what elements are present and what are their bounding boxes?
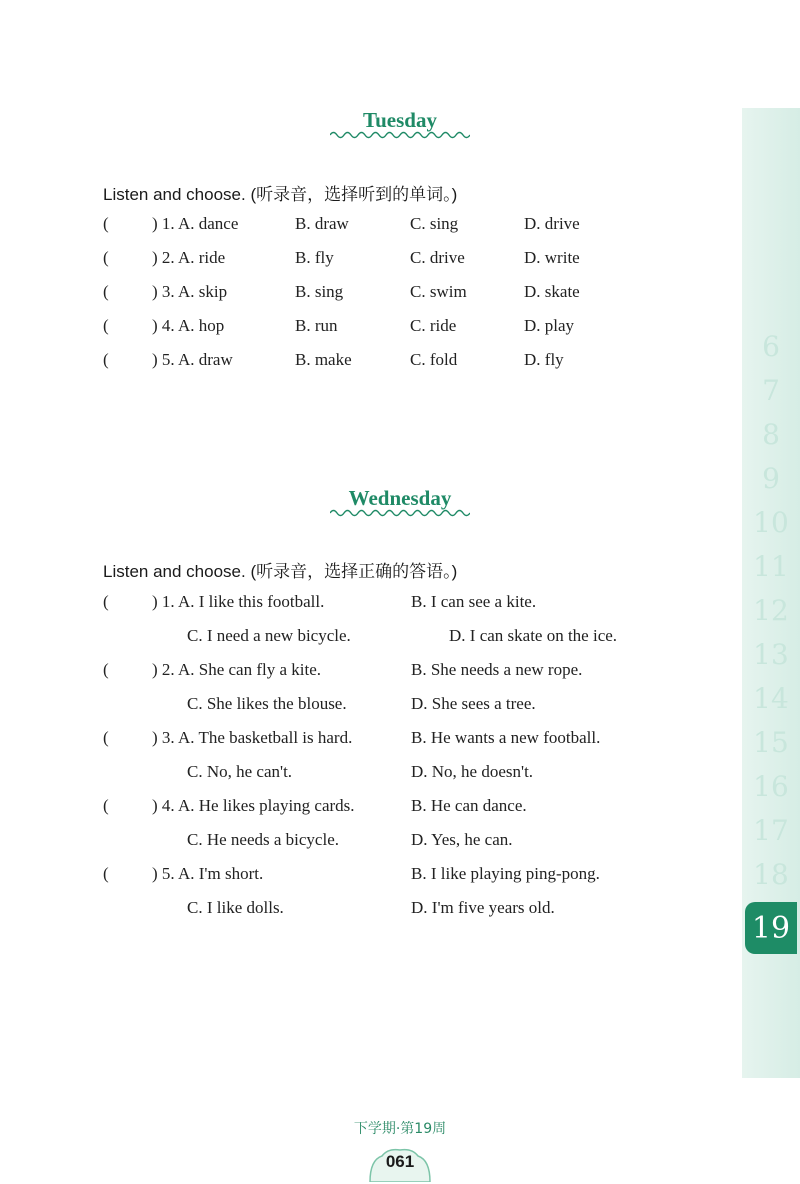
option-c: C. swim: [410, 282, 467, 301]
option-b: B. run: [295, 316, 338, 335]
tuesday-title: Tuesday: [363, 108, 437, 132]
side-tab-ghost-number: 18: [753, 858, 789, 891]
wednesday-question-row-continued: [0, 898, 740, 928]
option-c: C. He needs a bicycle.: [187, 830, 339, 849]
wednesday-question-row: [0, 796, 740, 826]
answer-blank-paren[interactable]: (: [103, 316, 109, 335]
wednesday-title: Wednesday: [348, 486, 452, 510]
option-d: D. skate: [524, 282, 580, 301]
option-a: ) 5. A. I'm short.: [152, 864, 264, 883]
side-tab-ghost-number: 16: [753, 770, 789, 803]
side-tab-ghost-number: 15: [753, 726, 789, 759]
option-d: D. She sees a tree.: [411, 694, 536, 713]
side-tab-ghost-number: 8: [762, 418, 780, 451]
option-b: B. fly: [295, 248, 334, 267]
side-tab-ghost-number: 10: [753, 506, 789, 539]
option-c: C. I like dolls.: [187, 898, 284, 917]
option-b: B. I can see a kite.: [411, 592, 537, 611]
wednesday-question-row: [0, 864, 740, 894]
wednesday-wave-underline: [330, 508, 470, 518]
option-a: ) 3. A. skip: [152, 282, 228, 301]
tuesday-question-row: [0, 316, 740, 346]
answer-blank-paren[interactable]: (: [103, 728, 109, 747]
option-d: D. play: [524, 316, 575, 335]
option-a: ) 2. A. ride: [152, 248, 226, 267]
side-tab-ghost-number: 13: [753, 638, 789, 671]
option-b: B. sing: [295, 282, 344, 301]
wednesday-question-row-continued: [0, 694, 740, 724]
wednesday-question-row: [0, 728, 740, 758]
page-number: 061: [385, 1152, 415, 1171]
option-c: C. sing: [410, 214, 459, 233]
option-c: C. She likes the blouse.: [187, 694, 347, 713]
option-a: ) 5. A. draw: [152, 350, 233, 369]
tuesday-question-row: [0, 282, 740, 312]
answer-blank-paren[interactable]: (: [103, 282, 109, 301]
option-a: ) 2. A. She can fly a kite.: [152, 660, 322, 679]
side-tab-ghost-number: 17: [753, 814, 789, 847]
option-d: D. write: [524, 248, 580, 267]
active-week-tab[interactable]: 19: [745, 902, 797, 954]
wednesday-question-row-continued: [0, 830, 740, 860]
answer-blank-paren[interactable]: (: [103, 796, 109, 815]
option-b: B. draw: [295, 214, 349, 233]
option-a: ) 1. A. dance: [152, 214, 239, 233]
option-d: D. fly: [524, 350, 564, 369]
side-tab-ghost-number: 7: [762, 374, 780, 407]
option-b: B. He can dance.: [411, 796, 527, 815]
tuesday-wave-underline: [330, 130, 470, 140]
option-d: D. I'm five years old.: [411, 898, 555, 917]
answer-blank-paren[interactable]: (: [103, 660, 109, 679]
footer-week-label: 下学期·第19周: [353, 1121, 447, 1137]
option-a: ) 3. A. The basketball is hard.: [152, 728, 353, 747]
answer-blank-paren[interactable]: (: [103, 248, 109, 267]
tuesday-question-row: [0, 248, 740, 278]
side-tab-ghost-number: 11: [753, 550, 789, 583]
option-d: D. Yes, he can.: [411, 830, 513, 849]
side-tab-ghost-number: 9: [762, 462, 780, 495]
option-d: D. I can skate on the ice.: [449, 626, 618, 645]
option-d: D. No, he doesn't.: [411, 762, 534, 781]
option-c: C. drive: [410, 248, 465, 267]
wednesday-question-row: [0, 660, 740, 690]
wednesday-question-row-continued: [0, 626, 740, 656]
option-c: C. fold: [410, 350, 458, 369]
option-b: B. She needs a new rope.: [411, 660, 583, 679]
wednesday-question-row-continued: [0, 762, 740, 792]
tuesday-instruction: Listen and choose. (听录音，选择听到的单词。): [103, 185, 458, 204]
option-b: B. I like playing ping-pong.: [411, 864, 600, 883]
option-c: C. No, he can't.: [187, 762, 293, 781]
wednesday-instruction: Listen and choose. (听录音，选择正确的答语。): [103, 562, 458, 581]
option-b: B. make: [295, 350, 352, 369]
option-a: ) 4. A. hop: [152, 316, 225, 335]
side-tab-ghost-number: 14: [753, 682, 789, 715]
wednesday-question-row: [0, 592, 740, 622]
option-c: C. I need a new bicycle.: [187, 626, 351, 645]
answer-blank-paren[interactable]: (: [103, 864, 109, 883]
option-a: ) 4. A. He likes playing cards.: [152, 796, 355, 815]
side-tab-ghost-number: 6: [762, 330, 780, 363]
option-b: B. He wants a new football.: [411, 728, 601, 747]
side-tab-ghost-number: 12: [753, 594, 789, 627]
answer-blank-paren[interactable]: (: [103, 350, 109, 369]
option-c: C. ride: [410, 316, 457, 335]
answer-blank-paren[interactable]: (: [103, 592, 109, 611]
tuesday-question-row: [0, 350, 740, 380]
answer-blank-paren[interactable]: (: [103, 214, 109, 233]
option-d: D. drive: [524, 214, 580, 233]
option-a: ) 1. A. I like this football.: [152, 592, 325, 611]
tuesday-question-row: [0, 214, 740, 244]
